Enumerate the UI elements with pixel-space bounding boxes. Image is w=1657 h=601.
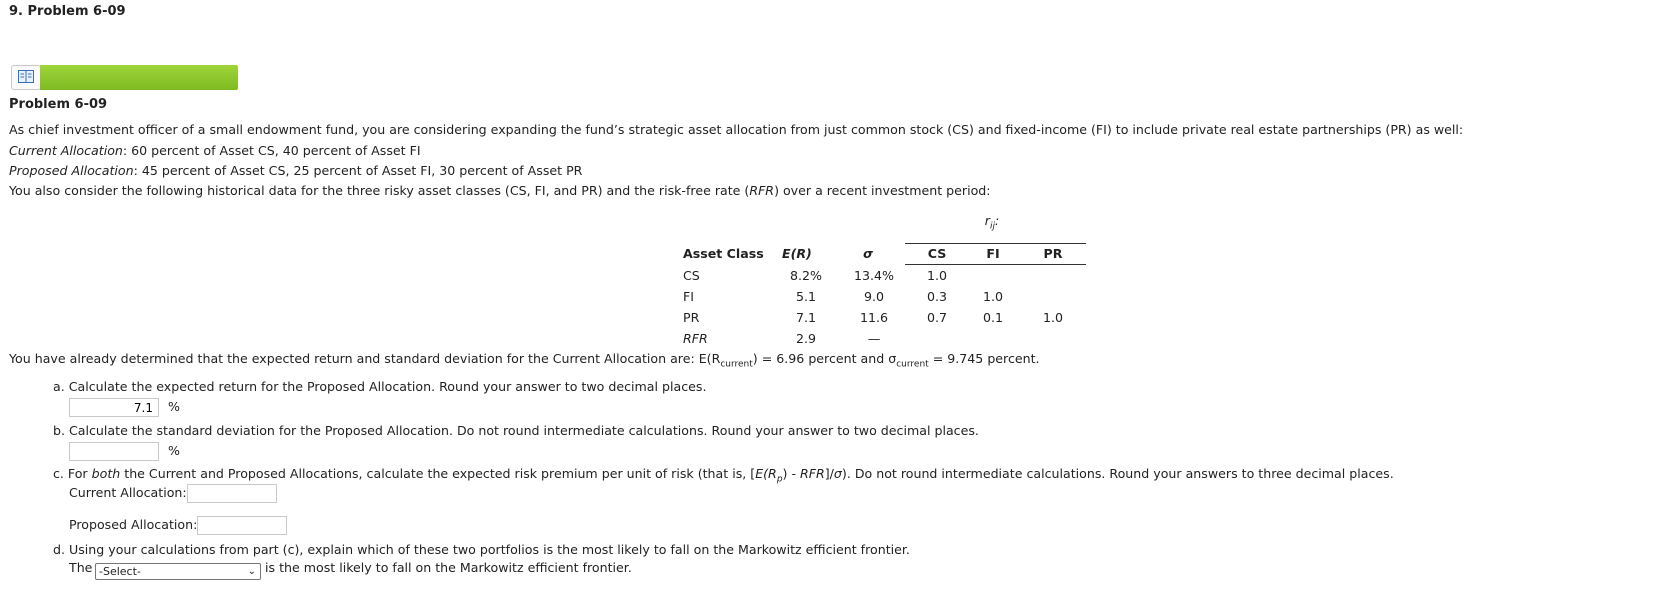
question-b-text: b. Calculate the standard deviation for the Proposed Allocation. Do not round intermediate calculations. Round your answer to two decimal places. [53,423,979,438]
table-cell-er: 7.1 [795,310,817,325]
rij-subscript: ij [989,221,995,232]
problem-number-title: 9. Problem 6-09 [9,4,126,19]
table-cell-fi: 1.0 [982,289,1004,304]
header-expected-return: E(R) [782,246,812,261]
question-a-unit: % [168,399,180,414]
question-c-part-2: the Current and Proposed Allocations, calculate the expected risk premium per unit of risk (that is, [ [120,466,756,481]
table-cell-cs: 1.0 [926,268,948,283]
question-c-text [53,466,1394,485]
question-d-suffix: is the most likely to fall on the Markowitz efficient frontier. [265,560,632,575]
determined-sub-a: current [720,359,753,370]
rij-colon: : [994,213,1000,228]
table-cell-sigma: — [867,331,881,346]
historical-text-b: ) over a recent investment period: [774,183,991,198]
question-c-part-4: ]/ [824,466,834,481]
table-cell-asset: PR [683,310,700,325]
question-c-both: both [91,466,121,481]
historical-text-a: You also consider the following historical data for the three risky asset classes (CS, FI, and PR) and the risk-free rate ( [9,183,750,198]
determined-values-line [9,351,1040,370]
standard-deviation-input[interactable] [69,442,159,461]
portfolio-select-dropdown[interactable] [95,563,261,580]
open-book-icon [18,70,34,86]
intro-paragraph: As chief investment officer of a small endowment fund, you are considering expanding the fund’s strategic asset allocation from just common stock (CS) and fixed-income (FI) to include private real estate partnerships (PR) as well: [9,122,1464,137]
historical-data-line [9,183,991,198]
header-rule [905,264,1086,265]
question-d-text: d. Using your calculations from part (c), explain which of these two portfolios is the most likely to fall on the Markowitz efficient frontier. [53,542,910,557]
table-cell-er: 8.2% [790,268,822,283]
table-cell-pr: 1.0 [1042,310,1064,325]
question-d-prefix: The [69,560,93,575]
table-cell-fi: 0.1 [982,310,1004,325]
proposed-allocation-text: : 45 percent of Asset CS, 25 percent of Asset FI, 30 percent of Asset PR [133,163,583,178]
portfolio-select-value: -Select- [99,565,141,578]
table-cell-asset: RFR [683,331,708,346]
historical-text-rfr: RFR [749,183,775,198]
proposed-allocation-line [9,163,582,178]
question-c-sigma: σ [833,466,842,481]
table-cell-sigma: 13.4% [853,268,894,283]
problem-heading: Problem 6-09 [9,97,108,112]
table-cell-cs: 0.3 [926,289,948,304]
table-cell-sigma: 11.6 [859,310,889,325]
header-fi: FI [986,246,1000,261]
table-cell-er: 5.1 [795,289,817,304]
determined-text-c: = 9.745 percent. [928,351,1040,366]
question-c-rfr: RFR [800,466,825,481]
correlation-header [982,213,1002,232]
question-c-formula: E(R [755,466,777,481]
current-allocation-line [9,143,421,158]
question-a-text: a. Calculate the expected return for the Proposed Allocation. Round your answer to two decimal places. [53,379,707,394]
determined-text-a: You have already determined that the expected return and standard deviation for the Current Allocation are: E(R [9,351,721,366]
question-c-part-3: ) - [782,466,800,481]
header-cs: CS [927,246,947,261]
header-sigma: σ [863,246,873,261]
question-c-part-1: c. For [53,466,92,481]
question-c-part-5: ). Do not round intermediate calculations. Round your answers to three decimal places. [841,466,1394,481]
proposed-allocation-input[interactable] [197,516,287,535]
determined-sub-b: current [896,359,929,370]
question-b-unit: % [168,443,180,458]
rij-label: r [984,213,990,228]
proposed-allocation-label: Proposed Allocation [9,163,134,178]
table-cell-asset: CS [683,268,700,283]
current-allocation-input-label: Current Allocation: [69,485,187,500]
table-cell-sigma: 9.0 [863,289,885,304]
proposed-allocation-input-label: Proposed Allocation: [69,517,198,532]
header-pr: PR [1043,246,1063,261]
table-cell-asset: FI [683,289,694,304]
current-allocation-input[interactable] [187,484,277,503]
current-allocation-label: Current Allocation [9,143,123,158]
determined-text-b: ) = 6.96 percent and σ [752,351,897,366]
expected-return-input[interactable] [69,398,159,417]
table-cell-cs: 0.7 [926,310,948,325]
correlation-rule [905,243,1086,244]
header-asset-class: Asset Class [683,246,764,261]
chevron-down-icon: ⌄ [247,566,256,577]
question-c-subscript-p: p [776,474,783,485]
progress-bar [40,65,238,90]
table-cell-er: 2.9 [795,331,817,346]
ebook-button[interactable] [11,65,41,90]
current-allocation-text: : 60 percent of Asset CS, 40 percent of Asset FI [122,143,421,158]
